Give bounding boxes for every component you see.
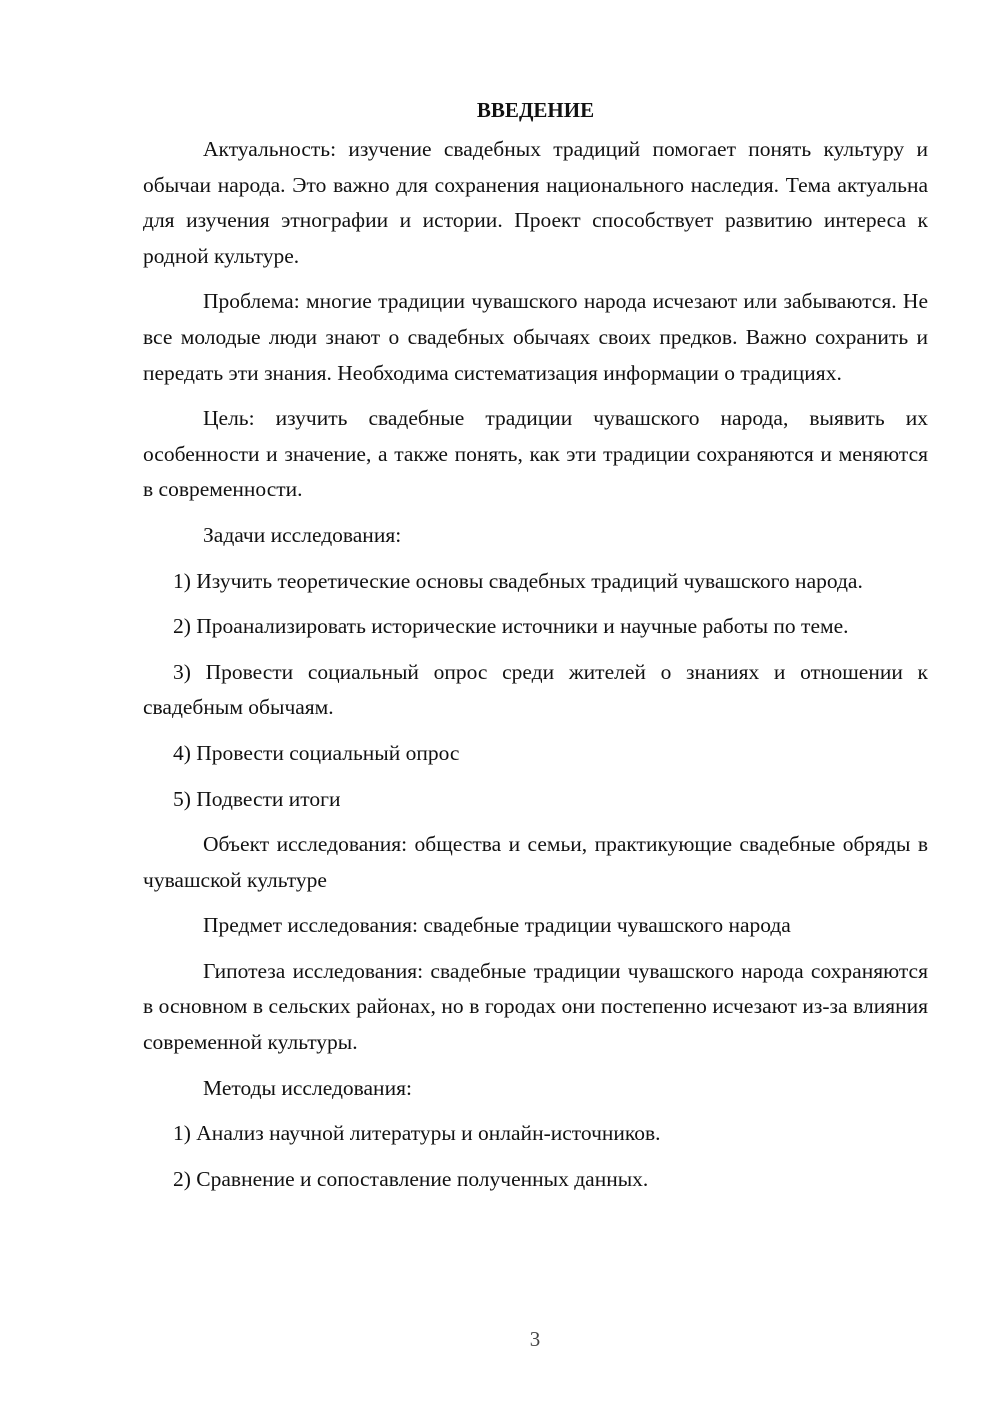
- paragraph-object: Объект исследования: общества и семьи, практикующие свадебные обряды в чувашской культуре: [143, 832, 928, 892]
- task-item-3: 3) Провести социальный опрос среди жителей о знаниях и отношении к свадебным обычаям.: [143, 659, 928, 720]
- task-item-4: 4) Провести социальный опрос: [173, 740, 460, 765]
- paragraph-methods-heading: Методы исследования:: [203, 1075, 412, 1100]
- paragraph-goal: Цель: изучить свадебные традиции чувашского народа, выявить их особенности и значение, а также понять, как эти традиции сохраняются и меняются в современности.: [143, 406, 928, 502]
- task-item-5: 5) Подвести итоги: [173, 786, 341, 811]
- page-title: ВВЕДЕНИЕ: [476, 98, 595, 122]
- paragraph-relevance: Актуальность: изучение свадебных традиций помогает понять культуру и обычаи народа. Это важно для сохранения национального наследия. Тема актуальна для изучения этнографии и истории. Проект способствует развитию интереса к родной культуре.: [143, 137, 928, 268]
- document-page: [143, 92, 928, 1207]
- paragraph-tasks-heading: Задачи исследования:: [203, 522, 402, 547]
- paragraph-subject: Предмет исследования: свадебные традиции чувашского народа: [203, 913, 791, 938]
- method-item-1: 1) Анализ научной литературы и онлайн-источников.: [173, 1121, 661, 1146]
- page-number: 3: [529, 1327, 541, 1351]
- paragraph-problem: Проблема: многие традиции чувашского народа исчезают или забываются. Не все молодые люди знают о свадебных обычаях своих предков. Важно сохранить и передать эти знания. Необходима систематизация информации о традициях.: [143, 289, 928, 385]
- paragraph-hypothesis: Гипотеза исследования: свадебные традиции чувашского народа сохраняются в основном в сельских районах, но в городах они постепенно исчезают из-за влияния современной культуры.: [143, 958, 928, 1055]
- method-item-2: 2) Сравнение и сопоставление полученных данных.: [173, 1166, 649, 1191]
- task-item-2: 2) Проанализировать исторические источники и научные работы по теме.: [173, 614, 849, 639]
- task-item-1: 1) Изучить теоретические основы свадебных традиций чувашского народа.: [173, 568, 863, 593]
